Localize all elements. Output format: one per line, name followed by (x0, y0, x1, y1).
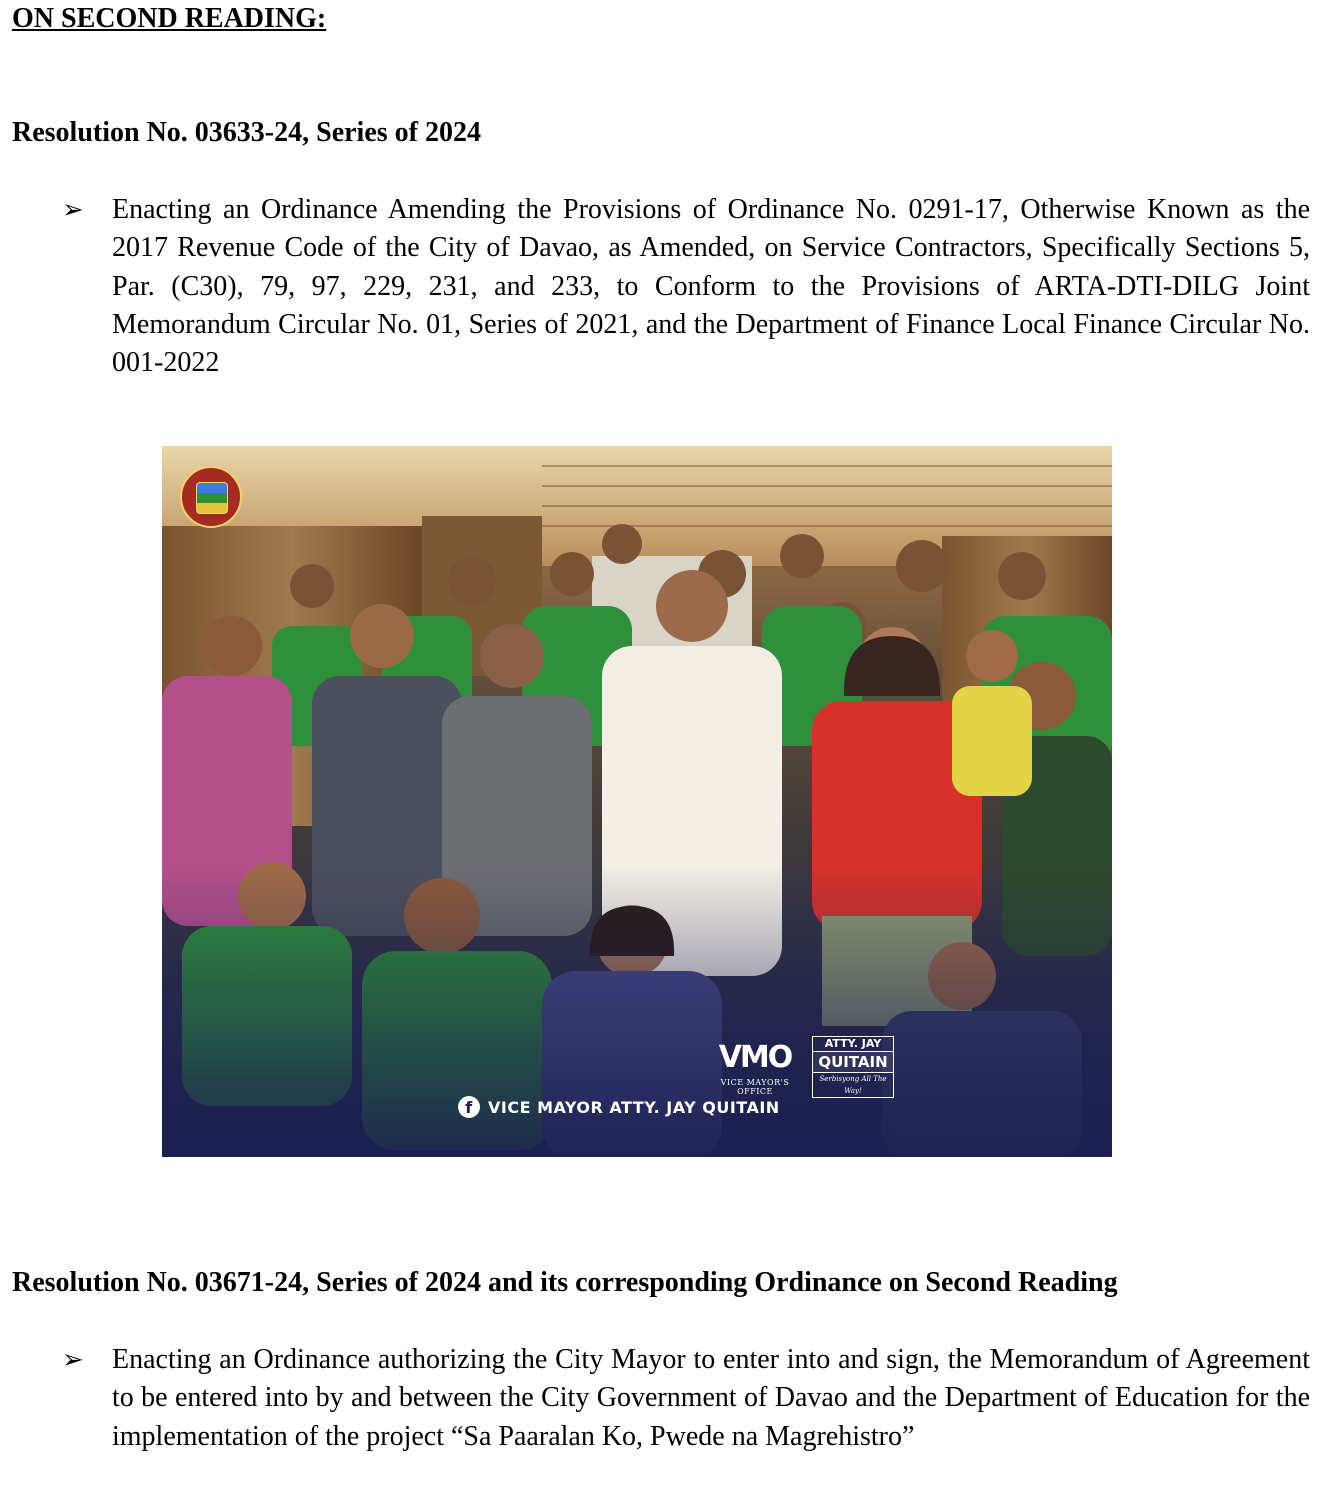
badge-top-text: ATTY. JAY (812, 1036, 894, 1051)
resolution-title-2: Resolution No. 03671-24, Series of 2024 and its corresponding Ordinance on Second Reading (12, 1267, 1118, 1298)
quitain-badge (812, 1036, 894, 1098)
badge-tagline: Serbisyong All The Way! (812, 1073, 894, 1098)
vmo-logo-subtitle: VICE MAYOR'S OFFICE (720, 1078, 790, 1096)
resolution-description-1: Enacting an Ordinance Amending the Provisions of Ordinance No. 0291-17, Otherwise Known as the 2017 Revenue Code of the City of Davao, as Amended, on Service Contractors, Specifically Sections 5, Par. (C30), 79, 97, 229, 231, and 233, to Conform to the Provisions of ARTA-DTI-DILG Joint Memorandum Circular No. 01, Series of 2021, and the Department of Finance Local Finance Circular No. 001-2022 (112, 194, 1310, 379)
resolution-item-1 (62, 191, 1310, 382)
arrow-bullet-icon: ➢ (62, 1345, 84, 1375)
vmo-logo: VMO (718, 1040, 792, 1075)
arrow-bullet-icon: ➢ (62, 195, 84, 225)
city-council-seal-icon (180, 466, 242, 528)
badge-main-text: QUITAIN (812, 1051, 894, 1073)
facebook-caption-text: VICE MAYOR ATTY. JAY QUITAIN (488, 1097, 780, 1117)
resolution-item-2 (62, 1341, 1310, 1456)
facebook-caption (458, 1096, 780, 1118)
resolution-description-2: Enacting an Ordinance authorizing the City Mayor to enter into and sign, the Memorandum of Agreement to be entered into by and between the City Government of Davao and the Department of Education for the implementation of the project “Sa Paaralan Ko, Pwede na Magrehistro” (112, 1344, 1310, 1452)
group-photo-illustration (162, 446, 1112, 1157)
group-photo (162, 446, 1112, 1157)
section-heading: ON SECOND READING: (12, 3, 327, 34)
resolution-title-1: Resolution No. 03633-24, Series of 2024 (12, 117, 481, 148)
facebook-icon: f (458, 1096, 480, 1118)
